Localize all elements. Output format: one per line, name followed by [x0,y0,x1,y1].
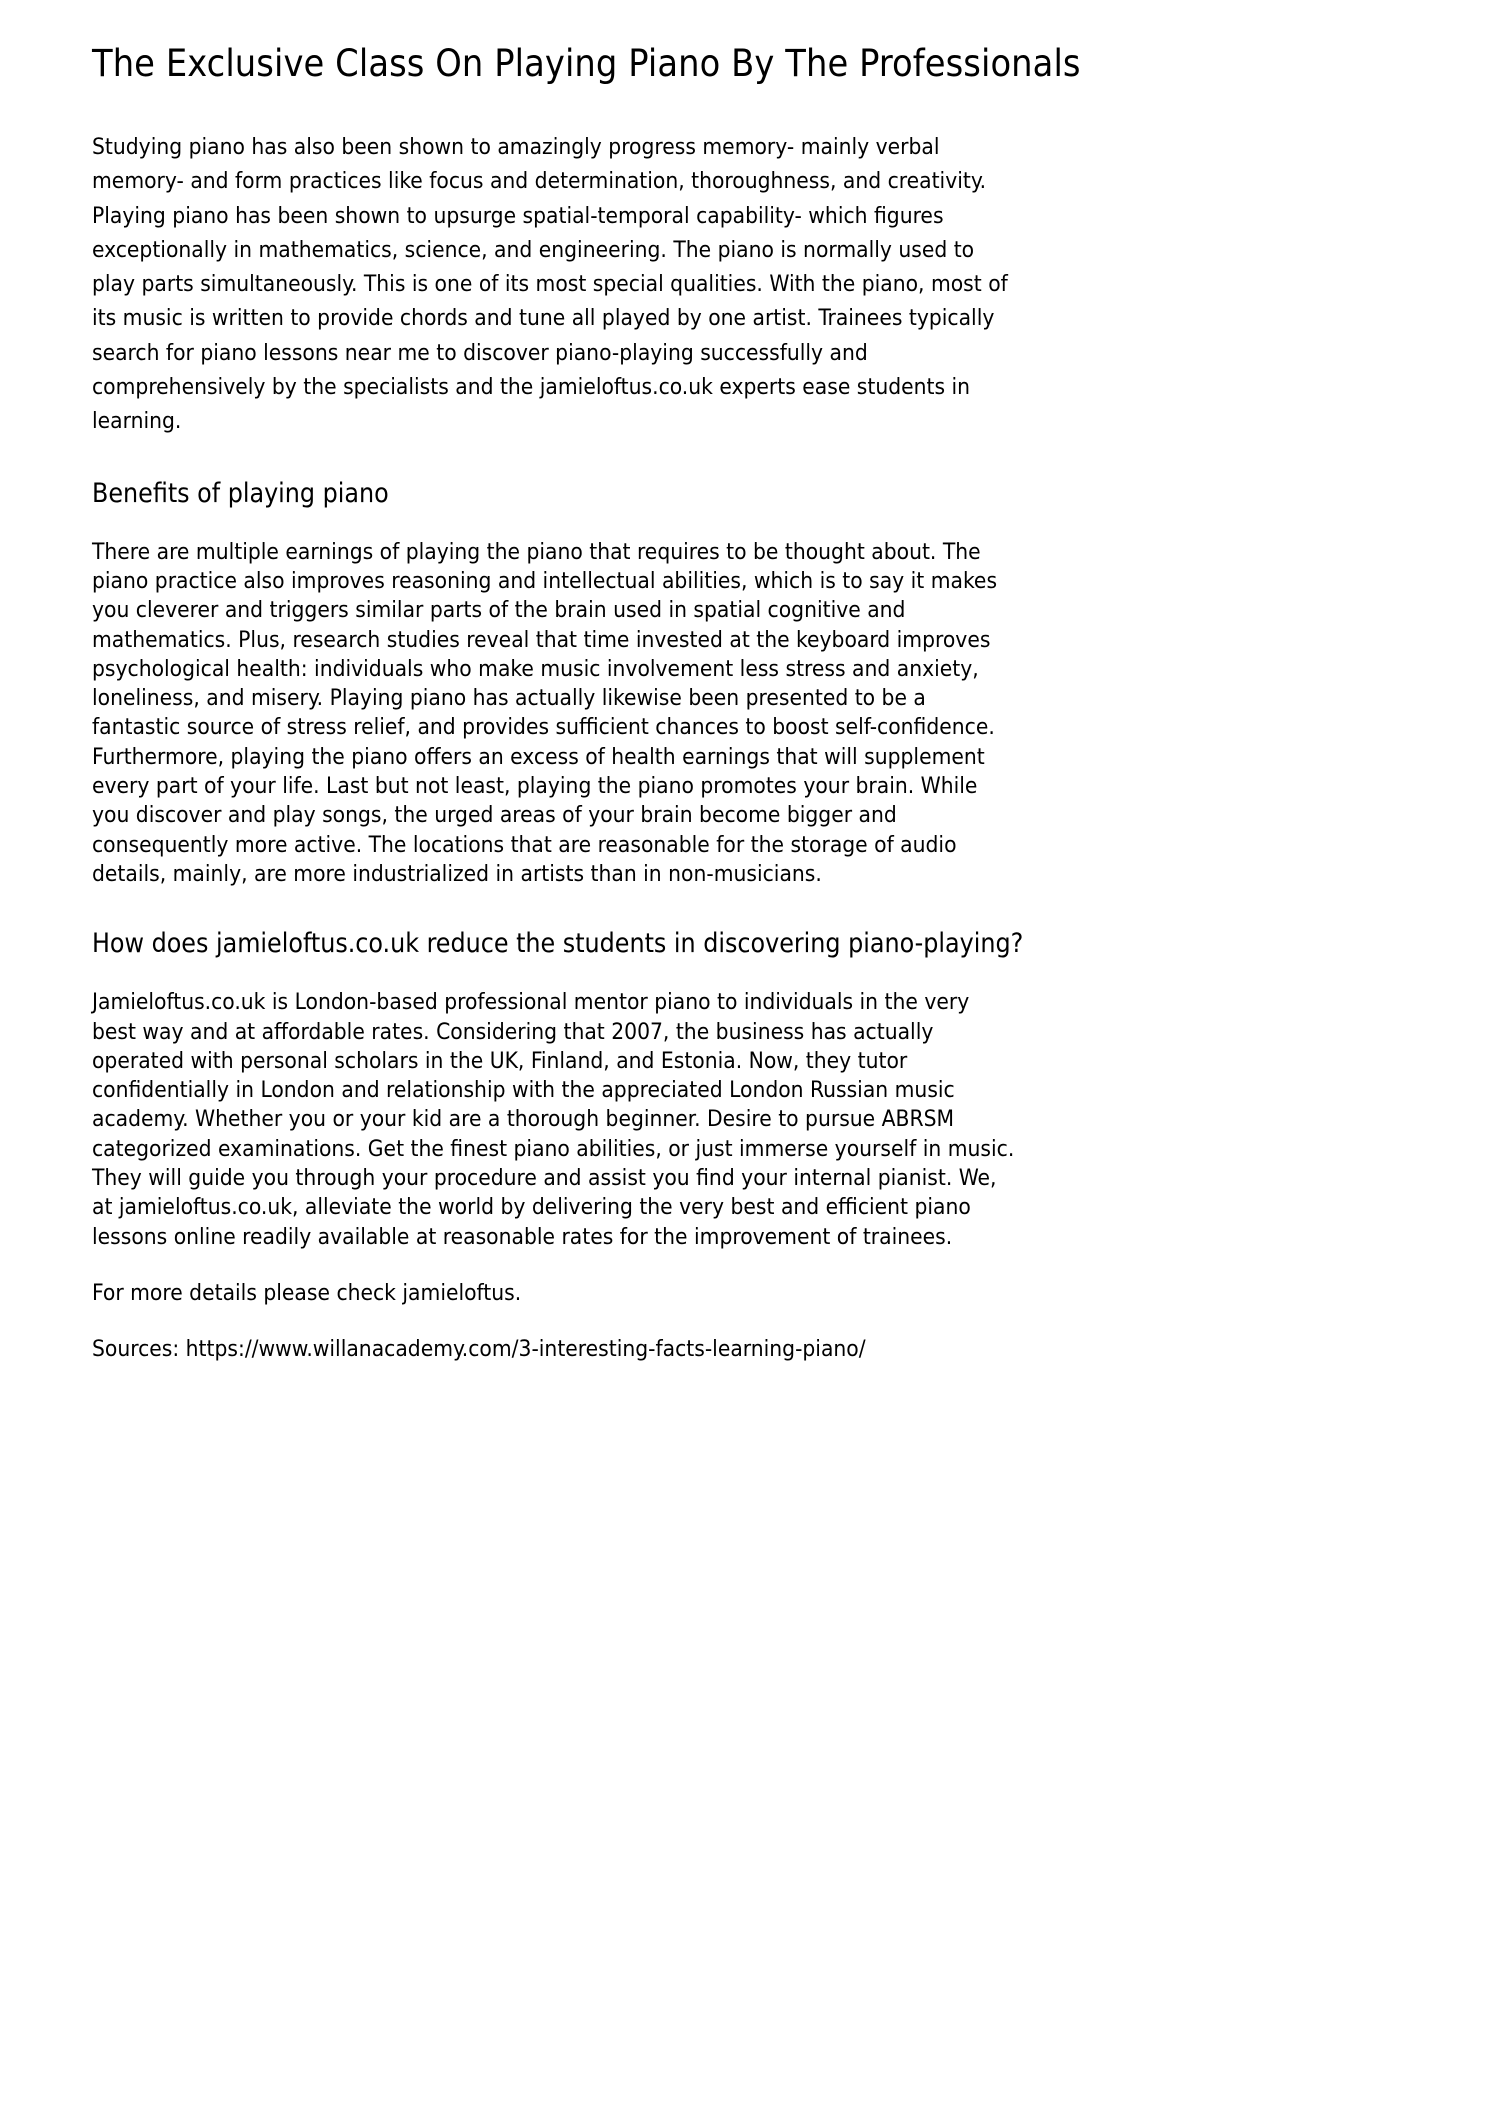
sources-line: Sources: https://www.willanacademy.com/3-interesting-facts-learning-piano/ [92,1336,866,1363]
how-paragraph: Jamieloftus.co.uk is London-based professional mentor piano to individuals in the very best way and at affordable rates. Considering that 2007, the business has actually operated with personal scholars in the UK, Finland, and Estonia. Now, they tutor confidentially in London and relationship with the appreciated London Russian music academy. Whether you or your kid are a thorough beginner. Desire to pursue ABRSM categorized examinations. Get the finest piano abilities, or just immerse yourself in music. They will guide you through your procedure and assist you find your internal pianist. We, at jamieloftus.co.uk, alleviate the world by delivering the very best and efficient piano lessons online readily available at reasonable rates for the improvement of trainees. [92,989,1015,1250]
page-title: The Exclusive Class On Playing Piano By The Professionals [92,41,1081,85]
spacer [92,1308,1017,1335]
spacer [92,86,1017,130]
benefits-paragraph-1: There are multiple earnings of playing the piano that requires to be thought about. The piano practice also improves reasoning and intellectual abilities, which is to say it makes you cleverer and triggers similar parts of the brain used in spatial cognitive and mathematics. Plus, research studies reveal that time invested at the keyboard improves psychological health: individuals who make music involvement less stress and anxiety, loneliness, and misery. Playing piano has actually likewise been presented to be a fantastic source of stress relief, and provides sufficient chances to boost self-confidence. [92,538,998,741]
spacer [92,1252,1017,1279]
benefits-paragraph-2: Furthermore, playing the piano offers an excess of health earnings that will supplement every part of your life. Last but not least, playing the piano promotes your brain. While you discover and play songs, the urged areas of your brain become bigger and consequently more active. The locations that are reasonable for the storage of audio details, mainly, are more industrialized in artists than in non-musicians. [92,743,985,887]
spacer [92,961,1017,988]
document-content [92,40,1081,1365]
spacer [92,889,1017,927]
section-heading-benefits: Benefits of playing piano [92,477,389,509]
more-details-paragraph: For more details please check jamieloftus. [92,1279,522,1306]
spacer [92,439,1017,477]
section-heading-how: How does jamieloftus.co.uk reduce the students in discovering piano-playing? [92,928,1024,960]
intro-paragraph: Studying piano has also been shown to amazingly progress memory- mainly verbal memory- and form practices like focus and determination, thoroughness, and creativity. Playing piano has been shown to upsurge spatial-temporal capability- which figures exceptionally in mathematics, science, and engineering. The piano is normally used to play parts simultaneously. This is one of its most special qualities. With the piano, most of its music is written to provide chords and tune all played by one artist. Trainees typically search for piano lessons near me to discover piano-playing successfully and comprehensively by the specialists and the jamieloftus.co.uk experts ease students in learning. [92,134,1008,435]
spacer [92,511,1017,538]
